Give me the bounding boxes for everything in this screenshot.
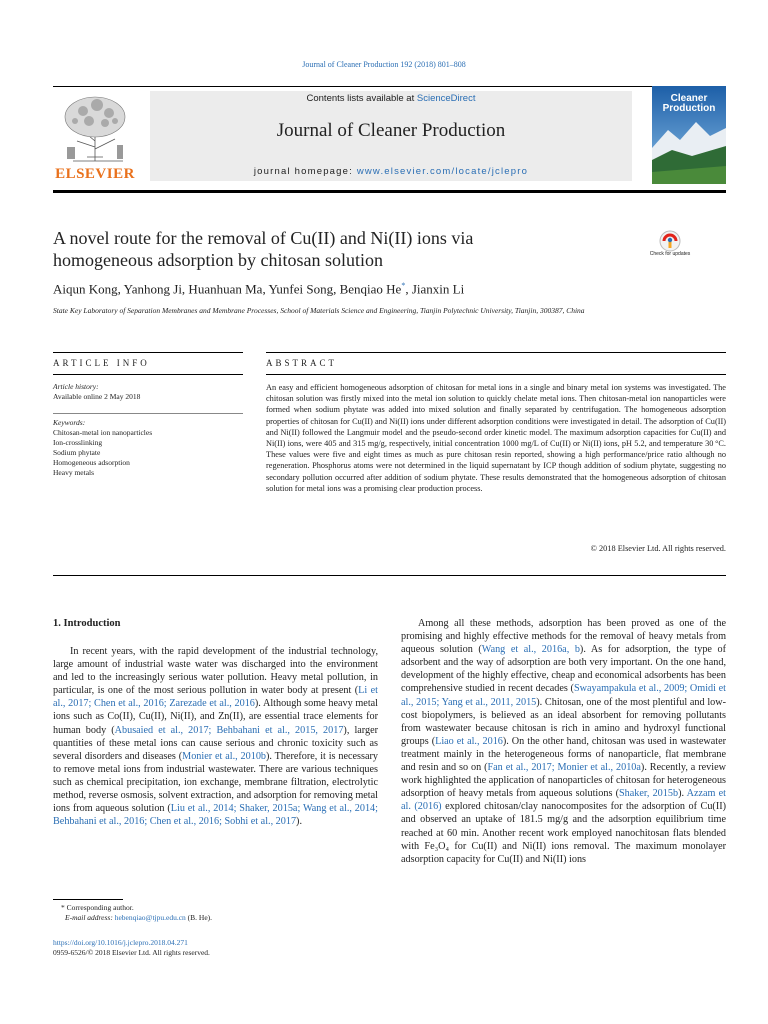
body-text: In recent years, with the rapid development of the industrial technology, large amount of industrial waste water was discharged into the environment and led to the increasingly serious water pollution. Heavy metal pollution, in particular, is one of the most serious pollution in water body at present ( — [53, 646, 378, 697]
authors-text: Aiqun Kong, Yanhong Ji, Huanhuan Ma, Yunfei Song, Benqiao He — [53, 281, 402, 297]
article-info-heading: ARTICLE INFO — [53, 358, 150, 368]
corresponding-author-mark[interactable]: * — [401, 281, 406, 290]
history-value: Available online 2 May 2018 — [53, 392, 141, 401]
citation-link[interactable]: Swayampakula et al., 2009; Omidi et al., 2015; Yang et al., 2011, 2015 — [401, 683, 726, 708]
journal-reference[interactable]: Journal of Cleaner Production 192 (2018) 801–808 — [302, 60, 466, 69]
abstract-sub-rule — [266, 374, 726, 375]
intro-paragraph-1 — [53, 645, 378, 828]
sciencedirect-link[interactable]: ScienceDirect — [416, 93, 476, 104]
keyword-item: Sodium phytate — [53, 448, 101, 457]
body-text: ), larger quantities of these metal ions can cause serious and chronic toxicity such as several disorders and diseases ( — [53, 724, 379, 762]
section-heading-introduction: 1. Introduction — [53, 618, 121, 629]
body-text: ). As for adsorption, the type of adsorbent and the way of adsorption are both very important. On the one hand, development of the highly effective, cheap and economical adsorbents has been comprehensive studied in recent decades ( — [401, 644, 726, 695]
check-for-updates-badge[interactable] — [651, 230, 689, 268]
body-text: ). — [296, 816, 302, 828]
authors-text-end: , Jianxin Li — [405, 281, 465, 297]
homepage-link[interactable]: www.elsevier.com/locate/jclepro — [356, 166, 529, 177]
contents-line — [150, 93, 632, 104]
keywords-block — [53, 418, 243, 478]
homepage-prefix: journal homepage: — [253, 166, 357, 177]
doi-link[interactable]: https://doi.org/10.1016/j.jclepro.2018.04.271 — [53, 938, 188, 947]
article-history — [53, 382, 243, 402]
article-title — [53, 227, 613, 271]
publisher-name: ELSEVIER — [55, 166, 135, 182]
citation-link[interactable]: Shaker, 2015b — [618, 788, 679, 800]
header-top-rule — [53, 86, 726, 87]
citation-link[interactable]: Li et al., 2017; Chen et al., 2016; Zarezade et al., 2016 — [53, 685, 379, 710]
abstract-heading: ABSTRACT — [266, 358, 338, 368]
cover-title-line1: Cleaner — [670, 93, 708, 104]
article-title-line2: homogeneous adsorption by chitosan solution — [53, 250, 383, 270]
footnote — [53, 903, 383, 923]
keyword-item: Chitosan-metal ion nanoparticles — [53, 428, 153, 437]
footnote-mark: * — [61, 903, 65, 912]
keyword-item: Heavy metals — [53, 468, 95, 477]
citation-link[interactable]: Wang et al., 2016a, b — [481, 644, 580, 656]
email-link[interactable]: hebenqiao@tjpu.edu.cn — [114, 913, 186, 922]
article-title-line1: A novel route for the removal of Cu(II) and Ni(II) ions via — [53, 228, 474, 248]
email-suffix: (B. He). — [185, 913, 213, 922]
issn-line: 0959-6526/© 2018 Elsevier Ltd. All rights reserved. — [53, 948, 210, 957]
contents-prefix: Contents lists available at — [306, 93, 417, 104]
check-for-updates-label[interactable]: Check for updates — [649, 251, 691, 257]
history-label: Article history: — [53, 382, 99, 391]
abstract-text: An easy and efficient homogeneous adsorption of chitosan for metal ions in a single and binary metal ion systems was investigated. The chitosan solution was firstly mixed into the metal ion solution to quickly chelate metal ions. Then chitosan-metal ion nanoparticles were formed when sodium phytate was added into mixed solution and finally separated by centrifugation. The homogeneous adsorption properties of chitosan for Cu(II) and Ni(II) ions under different adsorption conditions were investigated in detail. The adsorption of Cu(II) and Ni(II) followed the Langmuir model and the pseudo-second order kinetic model. The maximum adsorption capacities for Cu(II) and Ni(II) ions, were 405 and 315 mg/g, respectively, initial concentration 1000 mg/L of Cu(II) or Ni(II) ions, pH 5.2, and temperature 30 °C. These values were five and eight times as much as pure chitosan resin reported, showing a high performance/price ratio although no regeneration. Phosphorus atoms were not determined in the liquid supernatant by ICP though addition of sodium phytate, suggesting no secondary pollution occurred after addition of sodium phytate. These results demonstrated that the homogeneous adsorption of chitosan solution for metal ions was a promising clear production process. — [266, 383, 726, 493]
article-info-sub-rule — [53, 374, 243, 375]
abstract-bottom-rule — [53, 575, 726, 576]
citation-link[interactable]: Liu et al., 2014; Shaker, 2015a; Wang et al., 2014; Behbahani et al., 2016; Chen et al., 2016; Sobhi et al., 2017 — [53, 803, 378, 828]
cover-title-line2: Production — [662, 103, 716, 114]
body-column-right — [401, 617, 726, 866]
body-column-left — [53, 645, 378, 828]
body-text: ). — [678, 788, 687, 800]
citation-link[interactable]: Azzam et al. (2016) — [401, 788, 726, 813]
citation-link[interactable]: Liao et al., 2016 — [435, 735, 503, 747]
journal-title: Journal of Cleaner Production — [276, 120, 506, 141]
author-list — [53, 281, 726, 297]
body-text: ). Therefore, it is necessary to remove metal ions from industrial wastewater. There are various techniques such as chemical precipitation, ion exchange, membrane filtration, electrolytic method, reverse osmosis, solvent extraction, and adsorption for removing metal ions from aqueous solution ( — [53, 750, 378, 815]
abstract-copyright: © 2018 Elsevier Ltd. All rights reserved. — [590, 544, 726, 553]
body-text: ). On the other hand, chitosan was used in wastewater treatment mainly in the heterogeneous forms of nanoparticle, flat membrane and resin and so on ( — [401, 735, 727, 774]
info-divider — [53, 413, 243, 414]
affiliation: State Key Laboratory of Separation Membranes and Membrane Processes, School of Materials Science and Engineering, Tianjin Polytechnic University, Tianjin, 300387, China — [53, 306, 585, 315]
footnote-rule — [53, 899, 123, 900]
keyword-item: Homogeneous adsorption — [53, 458, 130, 467]
intro-paragraph-2 — [401, 617, 726, 866]
keywords-label: Keywords: — [53, 418, 86, 427]
corresponding-author-note: Corresponding author. — [66, 903, 134, 912]
body-text: ). Recently, a review work highlighted the application of nanoparticles of chitosan for heterogeneous adsorption of heavy metals from aqueous solutions ( — [401, 762, 726, 800]
abstract-rule — [266, 352, 726, 353]
article-info-rule — [53, 352, 243, 353]
body-text: ). Chitosan, one of the most plentiful and low-cost biopolymers, is believed as an ideal absorbent for removing pollutants from wastewater because chitosan is rich in amino and hydroxyl functional groups ( — [401, 696, 726, 747]
body-text: ). Although some heavy metal ions such as Co(II), Cu(II), Ni(II), and Zn(II), are essential trace elements for human body ( — [53, 698, 379, 736]
header-bottom-rule — [53, 190, 726, 193]
email-label: E-mail address: — [65, 913, 115, 922]
citation-link[interactable]: Fan et al., 2017; Monier et al., 2010a — [487, 762, 641, 774]
journal-cover-image[interactable] — [652, 86, 726, 184]
citation-link[interactable]: Monier et al., 2010b — [182, 750, 267, 762]
doi-block — [53, 938, 383, 958]
citation-link[interactable]: Abusaied et al., 2017; Behbahani et al., 2015, 2017 — [114, 724, 344, 736]
keyword-item: Ion-crosslinking — [53, 438, 103, 447]
body-text: explored chitosan/clay nanocomposites for the adsorption of Cu(II) and observed an uptake of 181.5 mg/g and the adsorption equilibrium time reached at 60 min. Another recent work employed nanochitosan flats blended with Fe₃O₄ for Cu(II) and Ni(II) ions removal. The maximum monolayer adsorption capacity for Cu(II) and Ni(II) ions — [401, 801, 726, 865]
body-text: Among all these methods, adsorption has been proved as one of the promising and highly effective methods for the removal of heavy metals from aqueous solution ( — [401, 618, 726, 656]
journal-homepage — [150, 166, 632, 177]
